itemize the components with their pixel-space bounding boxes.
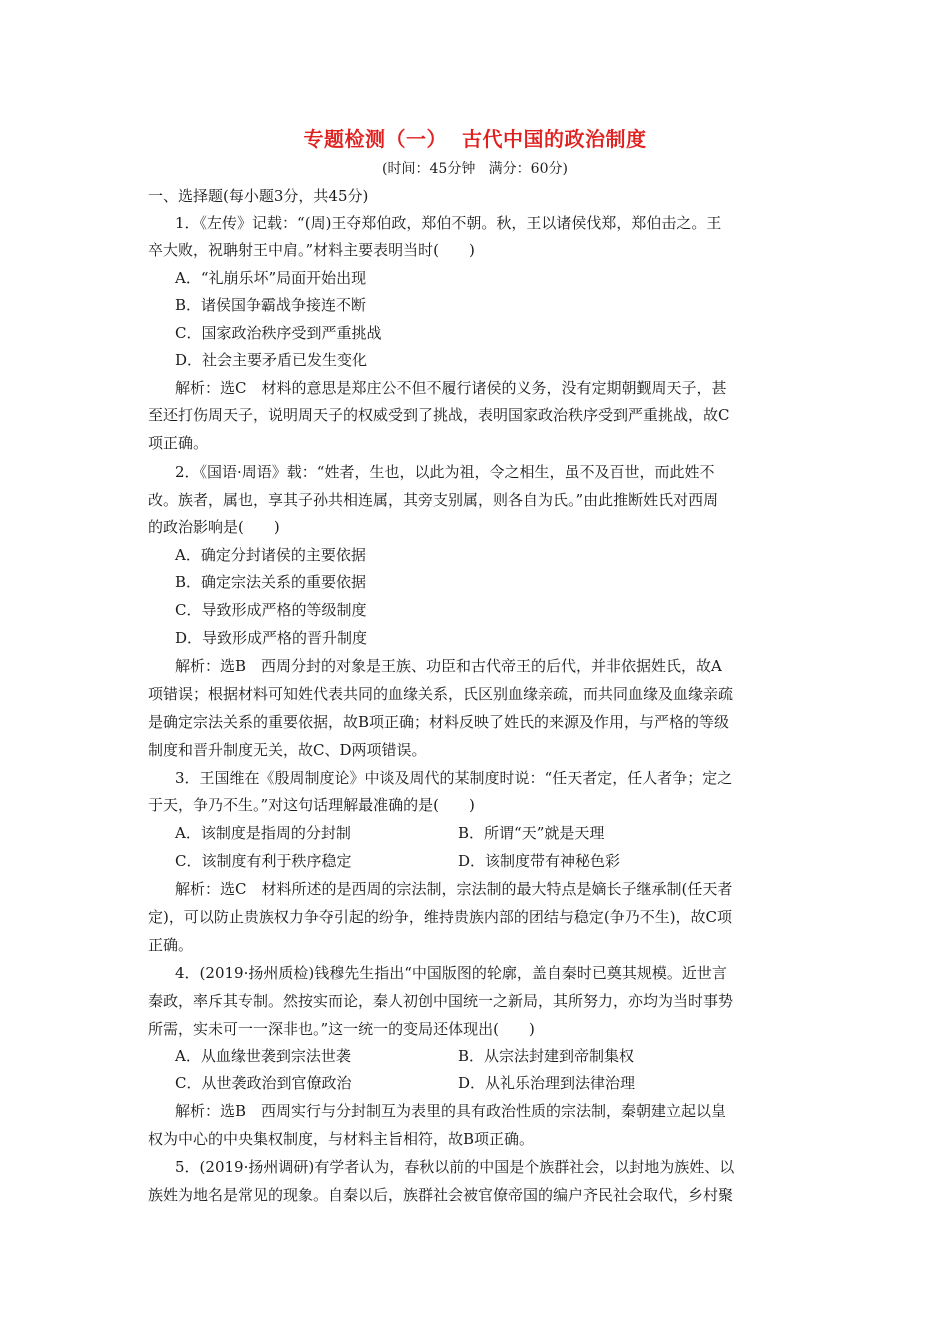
q1-option-b: B．诸侯国争霸战争接连不断 [175,296,367,314]
q4-option-c: C．从世袭政治到官僚政治 [175,1074,352,1092]
q1-analysis-line1: 解析：选C 材料的意思是郑庄公不但不履行诸侯的义务，没有定期朝觐周天子，甚 [175,379,727,397]
q3-stem-line1: 3．王国维在《殷周制度论》中谈及周代的某制度时说：“任天者定，任人者争；定之 [175,769,733,787]
q4-stem-line1: 4．(2019·扬州质检)钱穆先生指出“中国版图的轮廓，盖自秦时已奠其规模。近世言 [175,964,727,982]
q2-option-b: B．确定宗法关系的重要依据 [175,573,367,591]
q4-option-b: B．从宗法封建到帝制集权 [458,1047,635,1065]
q4-analysis-line1: 解析：选B 西周实行与分封制互为表里的具有政治性质的宗法制，秦朝建立起以皇 [175,1102,727,1120]
q3-analysis-line3: 正确。 [148,936,194,954]
q2-stem-line1: 2．《国语·周语》载：“姓者，生也，以此为祖，令之相生，虽不及百世，而此姓不 [175,463,715,481]
q1-option-d: D．社会主要矛盾已发生变化 [175,351,368,369]
q2-option-a: A．确定分封诸侯的主要依据 [175,546,366,564]
q2-analysis-line1: 解析：选B 西周分封的对象是王族、功臣和古代帝王的后代，并非依据姓氏，故A [175,657,722,675]
q2-option-d: D．导致形成严格的晋升制度 [175,629,368,647]
q5-stem-line2: 族姓为地名是常见的现象。自秦以后，族群社会被官僚帝国的编户齐民社会取代，乡村聚 [148,1186,734,1204]
q2-stem-line2: 改。族者，属也，享其子孙共相连属，其旁支别属，则各自为氏。”由此推断姓氏对西周 [148,491,719,509]
q2-analysis-line4: 制度和晋升制度无关，故C、D两项错误。 [148,741,427,759]
q3-analysis-line2: 定)，可以防止贵族权力争夺引起的纷争，维持贵族内部的团结与稳定(争乃不生)，故C项 [148,908,733,926]
q3-option-c: C．该制度有利于秩序稳定 [175,852,352,870]
q3-stem-line2: 于天，争乃不生。”对这句话理解最准确的是( ) [148,796,475,814]
q1-option-c: C．国家政治秩序受到严重挑战 [175,324,382,342]
page-title: 专题检测（一） 古代中国的政治制度 [303,127,647,151]
q4-analysis-line2: 权为中心的中央集权制度，与材料主旨相符，故B项正确。 [148,1130,535,1148]
q4-option-a: A．从血缘世袭到宗法世袭 [175,1047,351,1065]
q2-stem-line3: 的政治影响是( ) [148,518,280,536]
q3-option-d: D．该制度带有神秘色彩 [458,852,621,870]
q4-stem-line2: 秦政，率斥其专制。然按实而论，秦人初创中国统一之新局，其所努力，亦均为当时事势 [148,992,734,1010]
q5-stem-line1: 5．(2019·扬州调研)有学者认为，春秋以前的中国是个族群社会，以封地为族姓、以 [175,1158,735,1176]
q2-analysis-line2: 项错误；根据材料可知姓代表共同的血缘关系，氏区别血缘亲疏，而共同血缘及血缘亲疏 [148,685,734,703]
q2-option-c: C．导致形成严格的等级制度 [175,601,367,619]
q1-stem-line2: 卒大败，祝聃射王中肩。”材料主要表明当时( ) [148,241,475,259]
q1-stem-line1: 1．《左传》记载：“(周)王夺郑伯政，郑伯不朝。秋，王以诸侯伐郑，郑伯击之。王 [175,214,722,232]
q4-option-d: D．从礼乐治理到法律治理 [458,1074,636,1092]
q3-option-a: A．该制度是指周的分封制 [175,824,351,842]
q1-analysis-line3: 项正确。 [148,434,209,452]
q4-stem-line3: 所需，实未可一一深非也。”这一统一的变局还体现出( ) [148,1020,535,1038]
q1-option-a: A．“礼崩乐坏”局面开始出现 [175,269,367,287]
section-heading: 一、选择题(每小题3分，共45分) [148,187,369,205]
q3-option-b: B．所谓“天”就是天理 [458,824,605,842]
q3-analysis-line1: 解析：选C 材料所述的是西周的宗法制，宗法制的最大特点是嫡长子继承制(任天者 [175,880,733,898]
q1-analysis-line2: 至还打伤周天子，说明周天子的权威受到了挑战，表明国家政治秩序受到严重挑战，故C [148,406,730,424]
q2-analysis-line3: 是确定宗法关系的重要依据，故B项正确；材料反映了姓氏的来源及作用，与严格的等级 [148,713,730,731]
exam-time-score: (时间：45分钟 满分：60分) [382,161,568,177]
